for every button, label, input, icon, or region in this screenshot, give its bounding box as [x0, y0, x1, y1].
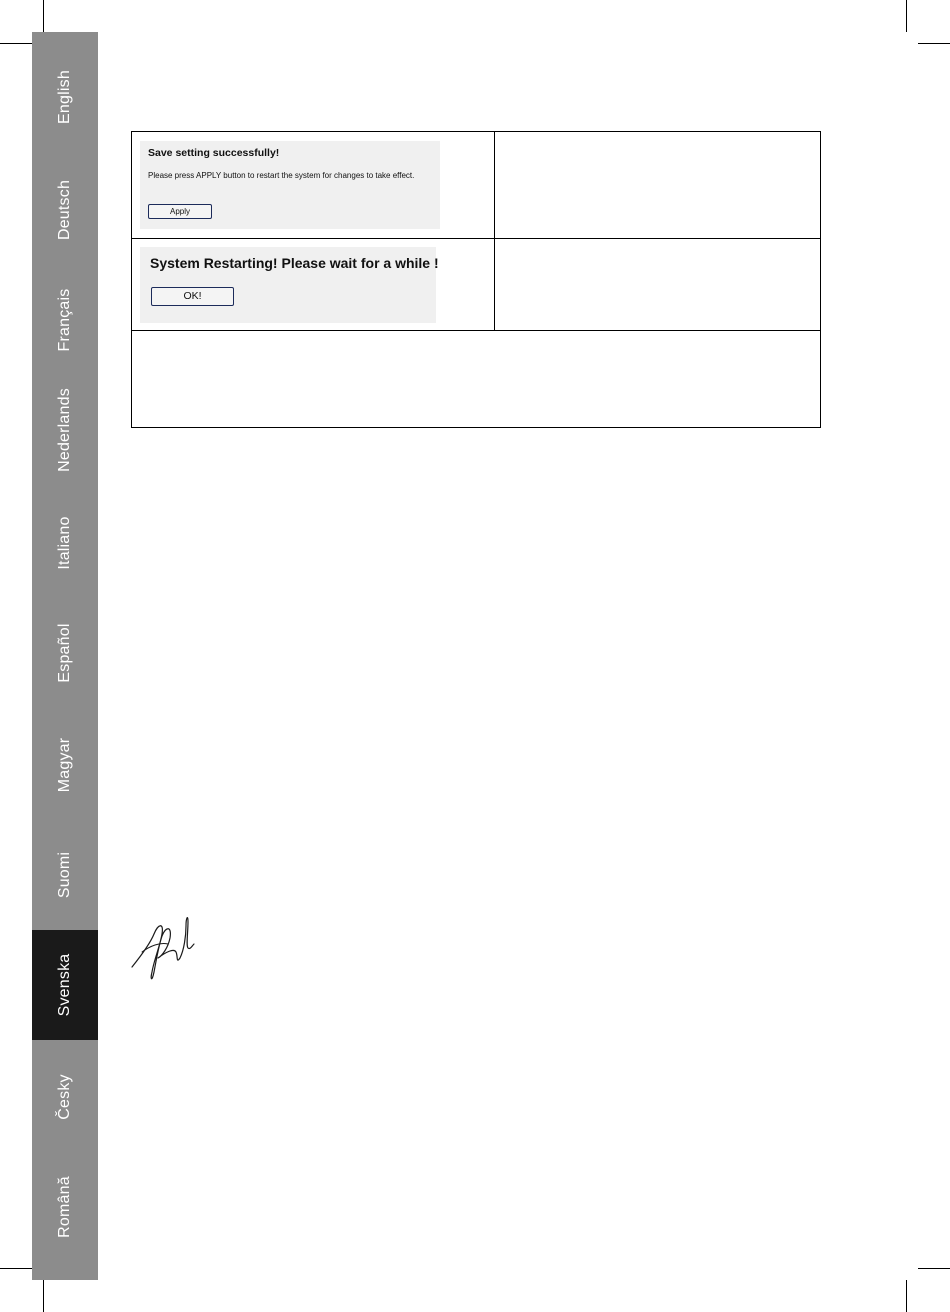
crop-mark — [0, 1268, 32, 1269]
language-tab-deutsch[interactable] — [32, 155, 98, 265]
language-label: Magyar — [56, 737, 73, 793]
language-tab-suomi[interactable] — [32, 820, 98, 930]
save-success-panel — [140, 141, 440, 229]
language-sidebar — [32, 32, 98, 1280]
table-row — [132, 239, 820, 331]
crop-mark — [906, 0, 907, 32]
language-tab-nederlands[interactable] — [32, 375, 98, 485]
table-row — [132, 132, 820, 239]
crop-mark — [918, 43, 950, 44]
language-label: English — [56, 70, 73, 124]
language-label: Español — [56, 623, 73, 683]
table-row — [132, 331, 820, 427]
language-label: Svenska — [56, 953, 73, 1017]
restart-title: System Restarting! Please wait for a while ! — [150, 255, 439, 271]
language-label: Česky — [56, 1074, 73, 1120]
crop-mark — [918, 1268, 950, 1269]
language-tab-svenska[interactable] — [32, 930, 98, 1040]
apply-button[interactable]: Apply — [148, 204, 212, 219]
instruction-table — [131, 131, 821, 428]
crop-mark — [0, 43, 32, 44]
crop-mark — [906, 1280, 907, 1312]
crop-mark — [43, 1280, 44, 1312]
language-label: Deutsch — [56, 179, 73, 241]
column-divider — [494, 132, 495, 330]
signature-image — [128, 912, 198, 984]
ok-button[interactable]: OK! — [151, 287, 234, 306]
language-tab-cesky[interactable] — [32, 1042, 98, 1152]
language-label: Français — [56, 288, 73, 352]
language-label: Română — [56, 1176, 73, 1238]
language-tab-italiano[interactable] — [32, 488, 98, 598]
language-tab-romana[interactable] — [32, 1152, 98, 1262]
language-label: Suomi — [56, 851, 73, 899]
language-label: Italiano — [56, 516, 73, 570]
language-tab-espanol[interactable] — [32, 598, 98, 708]
language-tab-english[interactable] — [32, 42, 98, 152]
language-tab-magyar[interactable] — [32, 710, 98, 820]
language-label: Nederlands — [56, 388, 73, 472]
save-success-message: Please press APPLY button to restart the system for changes to take effect. — [148, 171, 415, 180]
crop-mark — [43, 0, 44, 32]
language-tab-francais[interactable] — [32, 265, 98, 375]
save-success-title: Save setting successfully! — [148, 147, 280, 159]
restart-panel — [140, 247, 439, 323]
